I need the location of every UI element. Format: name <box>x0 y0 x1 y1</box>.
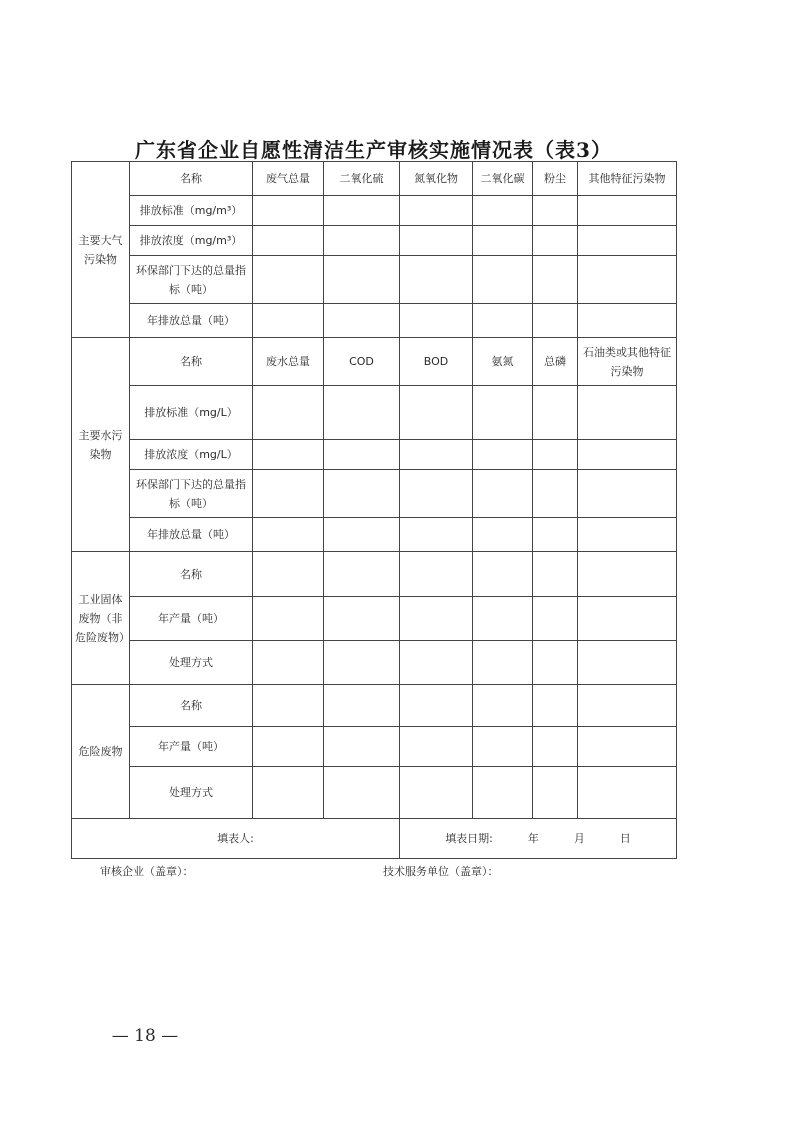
water-name-label: 名称 <box>130 338 253 386</box>
form-cell[interactable] <box>578 684 677 726</box>
water-column-header: 总磷 <box>533 338 578 386</box>
form-cell[interactable] <box>533 226 578 256</box>
form-cell[interactable] <box>324 440 400 470</box>
form-cell[interactable] <box>578 596 677 640</box>
air-column-header: 其他特征污染物 <box>578 162 677 196</box>
form-cell[interactable] <box>533 726 578 766</box>
hazard-row <box>72 684 677 726</box>
form-cell[interactable] <box>253 726 324 766</box>
form-cell[interactable] <box>473 386 533 440</box>
footer-row <box>72 818 677 858</box>
solid-row <box>72 552 677 596</box>
air-header-row <box>72 162 677 196</box>
form-cell[interactable] <box>400 256 473 304</box>
water-column-header: 废水总量 <box>253 338 324 386</box>
hazard-row-label: 处理方式 <box>130 766 253 818</box>
form-cell[interactable] <box>473 766 533 818</box>
form-cell[interactable] <box>324 596 400 640</box>
form-cell[interactable] <box>400 470 473 518</box>
air-row-label: 排放浓度（mg/m³） <box>130 226 253 256</box>
form-cell[interactable] <box>400 640 473 684</box>
form-cell[interactable] <box>578 386 677 440</box>
water-section-label: 主要水污染物 <box>72 338 130 552</box>
form-cell[interactable] <box>324 766 400 818</box>
form-cell[interactable] <box>253 470 324 518</box>
solid-row-label: 名称 <box>130 552 253 596</box>
form-cell[interactable] <box>533 684 578 726</box>
air-row <box>72 226 677 256</box>
form-cell[interactable] <box>473 518 533 552</box>
form-cell[interactable] <box>324 470 400 518</box>
form-cell[interactable] <box>578 196 677 226</box>
form-cell[interactable] <box>253 518 324 552</box>
form-cell[interactable] <box>533 440 578 470</box>
form-cell[interactable] <box>400 440 473 470</box>
form-cell[interactable] <box>473 470 533 518</box>
air-row <box>72 304 677 338</box>
water-column-header: 石油类或其他特征污染物 <box>578 338 677 386</box>
form-cell[interactable] <box>533 640 578 684</box>
air-column-header: 二氧化硫 <box>324 162 400 196</box>
form-cell[interactable] <box>253 386 324 440</box>
form-cell[interactable] <box>533 196 578 226</box>
form-cell[interactable] <box>473 226 533 256</box>
service-unit-seal-label: 技术服务单位（盖章）： <box>383 865 499 878</box>
form-cell[interactable] <box>324 226 400 256</box>
air-column-header: 废气总量 <box>253 162 324 196</box>
hazard-row <box>72 726 677 766</box>
page-number: — 18 — <box>111 1026 179 1046</box>
form-cell[interactable] <box>473 304 533 338</box>
form-cell[interactable] <box>324 726 400 766</box>
fill-date-label[interactable]: 填表日期: 年 月 日 <box>400 818 677 858</box>
form-cell[interactable] <box>533 386 578 440</box>
form-cell[interactable] <box>253 766 324 818</box>
form-cell[interactable] <box>400 196 473 226</box>
form-cell[interactable] <box>400 518 473 552</box>
form-cell[interactable] <box>253 552 324 596</box>
hazard-section-label: 危险废物 <box>72 684 130 818</box>
air-row-label: 排放标准（mg/m³） <box>130 196 253 226</box>
form-cell[interactable] <box>253 596 324 640</box>
form-cell[interactable] <box>578 726 677 766</box>
solid-section-label: 工业固体废物（非危险废物） <box>72 552 130 684</box>
audit-company-seal-label: 审核企业（盖章）： <box>100 865 194 878</box>
form-cell[interactable] <box>324 640 400 684</box>
form-cell[interactable] <box>253 226 324 256</box>
hazard-row-label: 年产量（吨） <box>130 726 253 766</box>
form-cell[interactable] <box>473 256 533 304</box>
water-column-header: COD <box>324 338 400 386</box>
form-cell[interactable] <box>253 640 324 684</box>
form-cell[interactable] <box>578 470 677 518</box>
solid-row <box>72 596 677 640</box>
air-column-header: 粉尘 <box>533 162 578 196</box>
water-row <box>72 386 677 440</box>
form-cell[interactable] <box>473 640 533 684</box>
form-cell[interactable] <box>533 470 578 518</box>
form-cell[interactable] <box>253 196 324 226</box>
form-cell[interactable] <box>400 386 473 440</box>
form-cell[interactable] <box>324 518 400 552</box>
air-row-label: 环保部门下达的总量指标（吨） <box>130 256 253 304</box>
form-cell[interactable] <box>533 766 578 818</box>
form-cell[interactable] <box>324 256 400 304</box>
page-title: 广东省企业自愿性清洁生产审核实施情况表（表3） <box>135 138 612 162</box>
water-row <box>72 440 677 470</box>
solid-row-label: 年产量（吨） <box>130 596 253 640</box>
form-cell[interactable] <box>578 440 677 470</box>
solid-row <box>72 640 677 684</box>
form-cell[interactable] <box>400 684 473 726</box>
water-header-row <box>72 338 677 386</box>
water-row-label: 年排放总量（吨） <box>130 518 253 552</box>
form-cell[interactable] <box>578 304 677 338</box>
form-cell[interactable] <box>400 596 473 640</box>
form-cell[interactable] <box>253 684 324 726</box>
form-cell[interactable] <box>533 552 578 596</box>
form-cell[interactable] <box>253 304 324 338</box>
form-cell[interactable] <box>533 304 578 338</box>
form-cell[interactable] <box>533 518 578 552</box>
form-cell[interactable] <box>578 518 677 552</box>
form-cell[interactable] <box>473 440 533 470</box>
form-cell[interactable] <box>578 226 677 256</box>
form-cell[interactable] <box>473 596 533 640</box>
water-row-label: 排放浓度（mg/L） <box>130 440 253 470</box>
form-cell[interactable] <box>578 640 677 684</box>
form-cell[interactable] <box>400 552 473 596</box>
form-cell[interactable] <box>324 196 400 226</box>
air-name-label: 名称 <box>130 162 253 196</box>
water-row-label: 环保部门下达的总量指标（吨） <box>130 470 253 518</box>
form-cell[interactable] <box>253 440 324 470</box>
water-row <box>72 470 677 518</box>
air-column-header: 氮氧化物 <box>400 162 473 196</box>
form-cell[interactable] <box>324 552 400 596</box>
form-cell[interactable] <box>533 256 578 304</box>
air-row <box>72 256 677 304</box>
form-cell[interactable] <box>324 304 400 338</box>
water-row-label: 排放标准（mg/L） <box>130 386 253 440</box>
form-cell[interactable] <box>473 552 533 596</box>
air-section-label: 主要大气污染物 <box>72 162 130 338</box>
solid-row-label: 处理方式 <box>130 640 253 684</box>
form-cell[interactable] <box>324 386 400 440</box>
form-cell[interactable] <box>400 726 473 766</box>
form-cell[interactable] <box>400 304 473 338</box>
water-column-header: 氨氮 <box>473 338 533 386</box>
water-column-header: BOD <box>400 338 473 386</box>
air-column-header: 二氧化碳 <box>473 162 533 196</box>
form-cell[interactable] <box>578 766 677 818</box>
form-cell[interactable] <box>473 726 533 766</box>
filler-label[interactable]: 填表人: <box>72 818 400 858</box>
form-cell[interactable] <box>578 552 677 596</box>
cleaner-production-form-table <box>71 161 677 859</box>
form-cell[interactable] <box>473 684 533 726</box>
air-row <box>72 196 677 226</box>
form-cell[interactable] <box>400 226 473 256</box>
form-cell[interactable] <box>253 256 324 304</box>
hazard-row-label: 名称 <box>130 684 253 726</box>
form-cell[interactable] <box>533 596 578 640</box>
form-cell[interactable] <box>578 256 677 304</box>
form-cell[interactable] <box>473 196 533 226</box>
air-row-label: 年排放总量（吨） <box>130 304 253 338</box>
hazard-row <box>72 766 677 818</box>
water-row <box>72 518 677 552</box>
form-cell[interactable] <box>324 684 400 726</box>
form-cell[interactable] <box>400 766 473 818</box>
